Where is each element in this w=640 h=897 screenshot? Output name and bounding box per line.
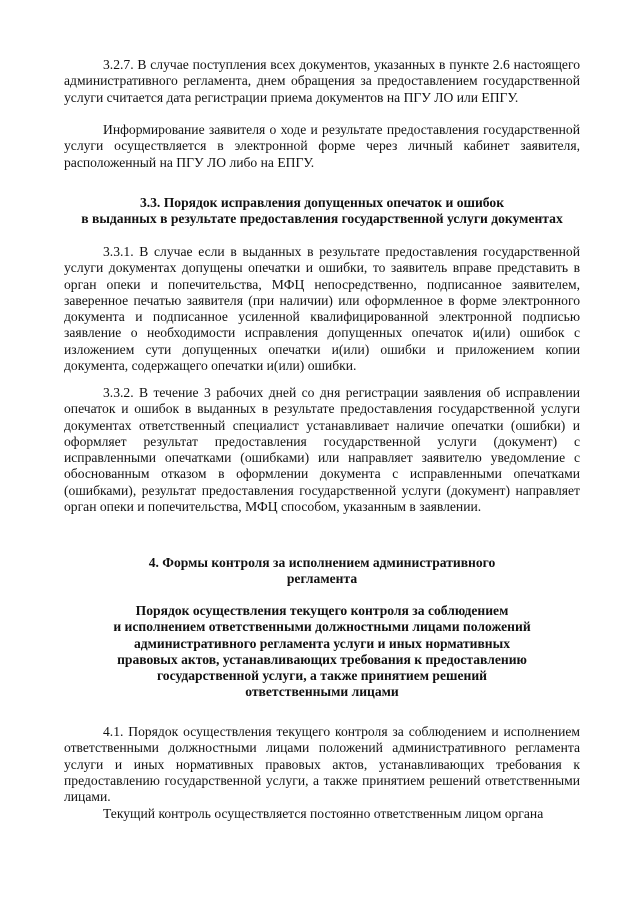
paragraph-3-3-2: 3.3.2. В течение 3 рабочих дней со дня регистрации заявления об исправлении опечаток и ошибок в выданных в результате предоставления государственной услуги документах ответственный специалист устанавливает наличие опечатки (ошибки) и оформляет результат предоставления государственной услуги (документ) с исправленными опечатками (ошибками) или направляет заявителю уведомление с обоснованным отказом в оформлении документа с исправленными опечатками (ошибками), результат предоставления государственной услуги (документ) направляет орган опеки и попечительства, МФЦ способом, указанным в заявлении. — [64, 385, 580, 515]
heading-4 — [64, 555, 580, 588]
subheading-line: правовых актов, устанавливающих требования к предоставлению — [117, 651, 527, 667]
paragraph-3-2-7: 3.2.7. В случае поступления всех документов, указанных в пункте 2.6 настоящего административного регламента, днем обращения за предоставлением государственной услуги считается дата регистрации приема документов на ПГУ ЛО или ЕПГУ. — [64, 57, 580, 105]
heading-3-3 — [64, 195, 580, 228]
subheading-line: административного регламента услуги и иных нормативных — [133, 635, 511, 651]
subheading-line: государственной услуги, а также принятием решений — [156, 668, 488, 684]
paragraph-4-1: 4.1. Порядок осуществления текущего контроля за соблюдением и исполнением ответственными должностными лицами положений административного регламента услуги и иных нормативных правовых актов, устанавливающих требования к предоставлению государственной услуги, а также принятием решений ответственными лицами. — [64, 724, 580, 805]
paragraph-current-control: Текущий контроль осуществляется постоянно ответственным лицом органа — [103, 806, 544, 821]
subheading-line: ответственными лицами — [245, 684, 399, 700]
heading-line: регламента — [286, 571, 358, 587]
subheading-control — [64, 603, 580, 701]
heading-line: 3.3. Порядок исправления допущенных опечаток и ошибок — [139, 195, 505, 210]
paragraph-informing: Информирование заявителя о ходе и результате предоставления государственной услуги осуществляется в электронной форме через личный кабинет заявителя, расположенный на ПГУ ЛО либо на ЕПГУ. — [64, 122, 580, 170]
paragraph-3-3-1: 3.3.1. В случае если в выданных в результате предоставления государственной услуги документах допущены опечатки и ошибки, то заявитель вправе представить в орган опеки и попечительства, МФЦ непосредственно, подписанное заявителем, заверенное печатью заявителя (при наличии) или оформленное в форме электронного документа и подписанное усиленной квалифицированной электронной подписью заявление о необходимости исправления допущенных опечаток и(или) ошибок с изложением сути допущенных опечатки и(или) ошибки и приложением копии документа, содержащего опечатки и(или) ошибки. — [64, 244, 580, 374]
subheading-line: Порядок осуществления текущего контроля за соблюдением — [135, 603, 509, 618]
heading-line: в выданных в результате предоставления государственной услуги документах — [81, 211, 563, 227]
subheading-line: и исполнением ответственными должностными лицами положений — [113, 619, 531, 635]
heading-line: 4. Формы контроля за исполнением административного — [148, 555, 496, 570]
